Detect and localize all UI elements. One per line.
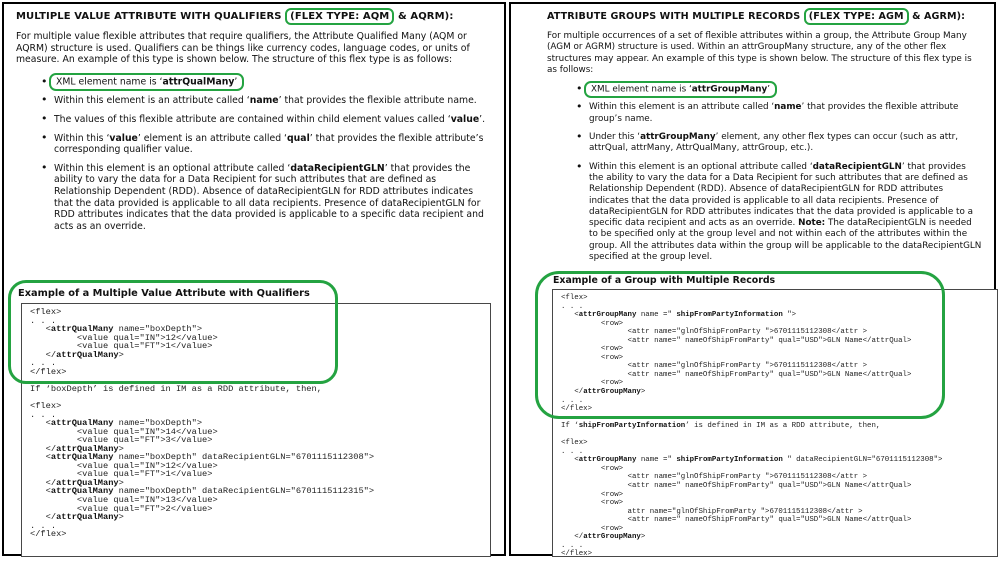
title-annotation-box: (FLEX TYPE: AGM [804,8,909,25]
code-line: <value qual="IN">14</value> [30,426,218,437]
annotated-bullet-text: XML element name is ‘attrGroupMany’ [584,81,777,98]
code-line: If ‘boxDepth’ is defined in IM as a RDD attribute, then, [30,383,322,394]
code-line: <row> [561,464,624,473]
code-line: <flex> [30,401,62,412]
code-line: <attrGroupMany name =" shipFromPartyInformation " dataRecipientGLN="6701115112308"> [561,456,943,465]
code-line: <row> [561,319,624,328]
bullet-item [575,84,982,95]
panel-agm [509,2,996,556]
bullet-item [40,163,490,233]
bullet-text: The values of this flexible attribute are contained within child element values called ‘value’. [54,113,486,125]
bullet-item [40,95,490,107]
code-line: <attrQualMany name="boxDepth" dataRecipientGLN="6701115112315"> [30,486,375,497]
example-heading: Example of a Group with Multiple Records [553,275,776,286]
code-line: <row> [561,345,624,354]
example-heading: Example of a Multiple Value Attribute with Qualifiers [18,288,310,299]
code-line: </attrGroupMany> [561,388,646,397]
title-annotation-box: (FLEX TYPE: AQM [285,8,394,25]
code-line: <attr name=" nameOfShipFromParty" qual="USD">GLN Name</attrQual> [561,336,912,345]
bullet-item [40,133,490,156]
code-line: </attrQualMany> [30,512,124,523]
title-text-post: & AGRM): [908,11,966,22]
code-line: <attrQualMany name="boxDepth"> [30,324,203,335]
code-line: </attrQualMany> [30,477,124,488]
code-line: <attr name=" nameOfShipFromParty" qual="USD">GLN Name</attrQual> [561,516,912,525]
code-line: <row> [561,499,624,508]
code-line: </flex> [30,366,67,377]
code-line: <flex> [561,439,588,448]
code-line: <value qual="IN">13</value> [30,495,218,506]
bullet-item [575,102,982,125]
code-line: <value qual="FT">3</value> [30,435,213,446]
bullet-text: Within this element is an attribute called ‘name’ that provides the flexible attribute name. [54,95,477,107]
code-line: . . . [561,396,584,405]
bullet-list [547,84,982,263]
code-line: <attrQualMany name="boxDepth" dataRecipientGLN="6701115112308"> [30,452,375,463]
code-line: . . . [561,302,584,311]
section-title [547,10,982,24]
code-line: <attr name=" nameOfShipFromParty" qual="USD">GLN Name</attrQual> [561,482,912,491]
code-line: <attr name="glnOfShipFromParty ">6701115112308</attr > [561,362,868,371]
code-line: <value qual="IN">12</value> [30,332,218,343]
section-title [16,10,490,24]
code-line: <value qual="IN">12</value> [30,460,218,471]
bullet-list [16,77,490,233]
code-line: </attrQualMany> [30,443,124,454]
code-line: </flex> [30,529,67,540]
code-line: <attrQualMany name="boxDepth"> [30,418,203,429]
example-code-box [21,303,491,557]
code-line: attr name="glnOfShipFromParty ">6701115112308</attr > [561,507,863,516]
code-line: <attr name="glnOfShipFromParty ">6701115112308</attr > [561,473,868,482]
code-line: </attrQualMany> [30,349,124,360]
panel-aqm [2,2,506,556]
code-line: . . . [30,520,57,531]
annotated-bullet-text: XML element name is ‘attrQualMany’ [49,73,244,91]
code-line: </attrGroupMany> [561,533,646,542]
code-line: . . . [561,541,584,550]
code-line: <attr name=" nameOfShipFromParty" qual="USD">GLN Name</attrQual> [561,370,912,379]
bullet-text: Within this ‘value’ element is an attribute called ‘qual’ that provides the flexible attribute’s corresponding qualifier value. [54,132,484,156]
bullet-text: Within this element is an attribute called ‘name’ that provides the flexible attribute group’s name. [589,102,959,124]
code-line: <attrGroupMany name =" shipFromPartyInformation "> [561,311,797,320]
code-line: <row> [561,524,624,533]
code-line: <flex> [561,294,588,302]
code-line: </flex> [561,405,593,414]
code-line: If ‘shipFromPartyInformation’ is defined in IM as a RDD attribute, then, [561,422,881,431]
code-line: <row> [561,353,624,362]
bullet-item [40,77,490,89]
title-text-pre: ATTRIBUTE GROUPS WITH MULTIPLE RECORDS [547,11,804,22]
code-line: <row> [561,379,624,388]
bullet-text: Under this ‘attrGroupMany’ element, any other flex types can occur (such as attr, attrQual, attrMany, AttrQualMany, attrGroup, etc.). [589,132,959,154]
intro-paragraph: For multiple occurrences of a set of flexible attributes within a group, the Attribute Group Many (AGM or AGRM) structure is used. Within an attrGroupMany structure, any of the other flex structures may appear. An example of this type is shown below. The structure of this flex type is as follows: [547,31,972,75]
code-line: </flex> [561,550,593,557]
bullet-text: Within this element is an optional attribute called ‘dataRecipientGLN’ that provides the ability to vary the data for a Data Recipient for such attributes that are defined as Relationship Dependent (RDD). Absence of dataRecipientGLN for RDD attributes indicates that the data provided is applicable to all data recipients. Presence of dataRecipientGLN for RDD attributes indicates that the data provided is applicable to a specific data recipient and acts as an override. Note: The dataRecipientGLN is needed to be specified only at the group level and not within each of the attributes within the group. All the attributes data within the group will be applicable to the dataRecipientGLN specified at the group level. [589,161,982,263]
intro-paragraph: For multiple value flexible attributes that require qualifiers, the Attribute Qualified Many (AQM or AQRM) structure is used. Qualifiers can be things like currency codes, language codes, or units of measure. An example of this type is shown below. The structure of this flex type is as follows: [16,31,470,66]
title-text-pre: MULTIPLE VALUE ATTRIBUTE WITH QUALIFIERS [16,11,286,22]
code-line: . . . [561,447,584,456]
bullet-item [40,114,490,126]
bullet-text: Within this element is an optional attribute called ‘dataRecipientGLN’ that provides the ability to vary the data for a Data Recipient for such attributes that are defined as Relationship Dependent (RDD). Absence of dataRecipientGLN for RDD attributes indicates that the data provided is applicable to all data recipients. Presence of dataRecipientGLN for RDD attributes indicates that the data provided is applicable to a specific data recipient and acts as an override. [54,162,484,232]
title-text-post: & AQRM): [394,11,454,22]
code-line: <row> [561,490,624,499]
code-line [30,393,488,402]
code-line: . . . [30,409,57,420]
code-line: . . . [30,358,57,369]
code-line: <value qual="FT">2</value> [30,503,213,514]
bullet-item [575,132,982,155]
code-line: <value qual="FT">1</value> [30,469,213,480]
code-line: <value qual="FT">1</value> [30,341,213,352]
code-line: <attr name="glnOfShipFromParty ">6701115112308</attr > [561,328,868,337]
code-line: <flex> [30,307,62,317]
bullet-item [575,162,982,264]
code-line [561,431,995,440]
code-line [561,414,995,423]
code-line: . . . [30,315,57,326]
example-code-box [552,289,998,557]
